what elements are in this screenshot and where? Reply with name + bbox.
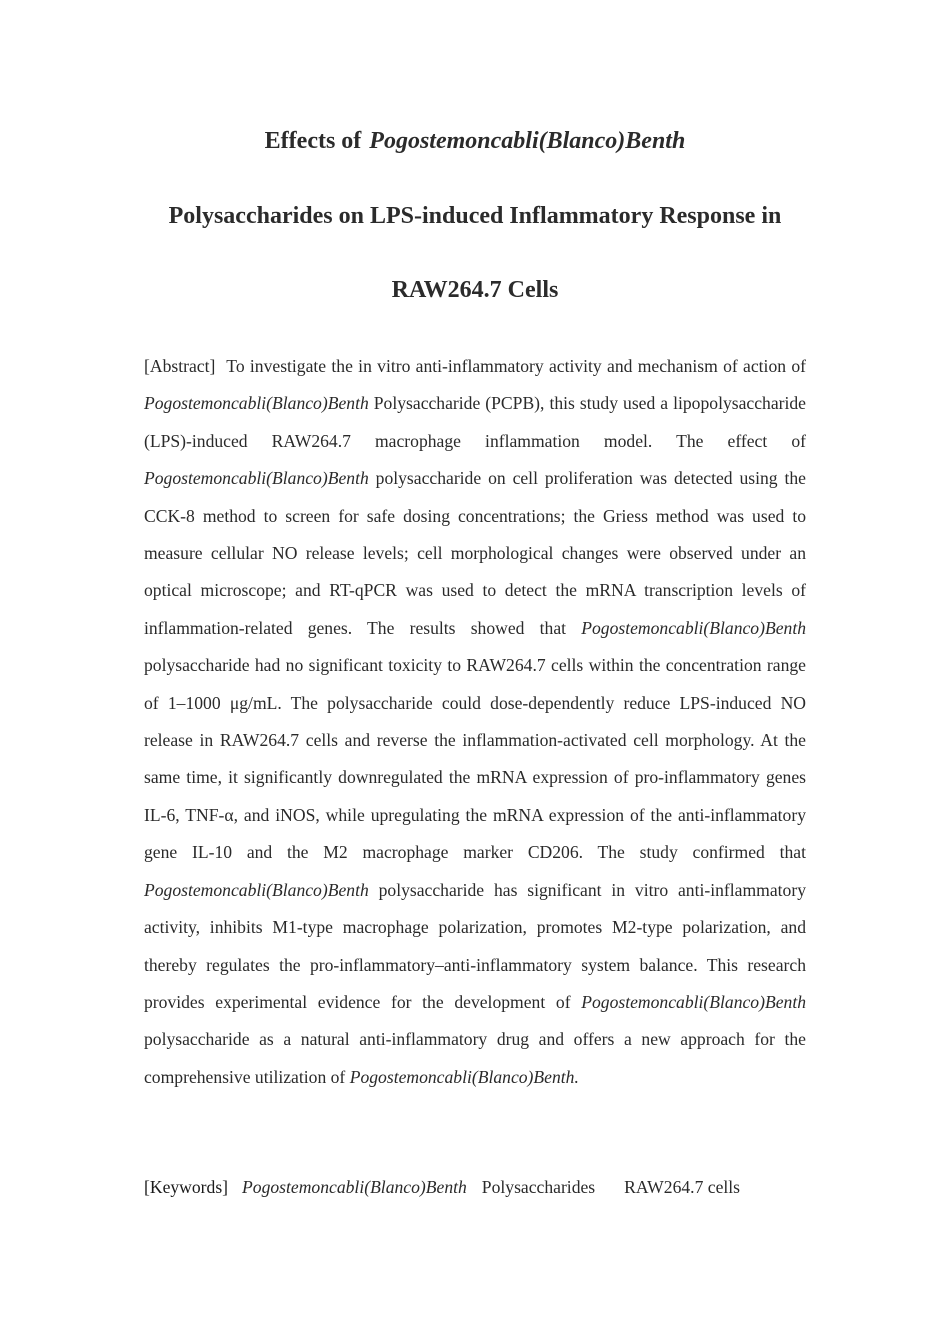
abstract-label: [Abstract] (144, 356, 216, 376)
abstract-species-2: Pogostemoncabli(Blanco)Benth (144, 468, 369, 489)
title-species: Pogostemoncabli(Blanco)Benth (369, 128, 686, 154)
keywords-line (144, 1172, 824, 1202)
abstract-species-4: Pogostemoncabli(Blanco)Benth (144, 879, 369, 900)
keyword-3: RAW264.7 cells (624, 1177, 741, 1197)
title-line-1 (100, 118, 850, 193)
abstract-text-6: polysaccharide as a natural anti-inflammatory drug and offers a new approach for the comprehensive utilization of (144, 1029, 806, 1087)
abstract-paragraph (144, 348, 806, 1096)
title-line-3: RAW264.7 Cells (391, 277, 559, 303)
abstract-text-1: To investigate the in vitro anti-inflammatory activity and mechanism of action of (226, 356, 806, 376)
abstract-text-3: polysaccharide on cell proliferation was detected using the CCK-8 method to screen for safe dosing concentrations; the Griess method was used to measure cellular NO release levels; cell morphological changes were observed under an optical microscope; and RT-qPCR was used to detect the mRNA transcription levels of inflammation-related genes. The results showed that (144, 468, 806, 638)
paper-title (100, 118, 850, 342)
keyword-2: Polysaccharides (481, 1177, 596, 1197)
abstract-species-1: Pogostemoncabli(Blanco)Benth (144, 393, 369, 414)
abstract-text-4: polysaccharide had no significant toxicity to RAW264.7 cells within the concentration range of 1–1000 μg/mL. The polysaccharide could dose-dependently reduce LPS-induced NO release in RAW264.7 cells and reverse the inflammation-activated cell morphology. At the same time, it significantly downregulated the mRNA expression of pro-inflammatory genes IL-6, TNF-α, and iNOS, while upregulating the mRNA expression of the anti-inflammatory gene IL-10 and the M2 macrophage marker CD206. The study confirmed that (144, 655, 806, 863)
title-prefix: Effects of (264, 128, 362, 154)
abstract-species-5: Pogostemoncabli(Blanco)Benth (581, 991, 806, 1012)
abstract-species-3: Pogostemoncabli(Blanco)Benth (581, 617, 806, 638)
keyword-1: Pogostemoncabli(Blanco)Benth (242, 1177, 467, 1197)
keywords-label: [Keywords] (144, 1177, 229, 1197)
abstract-text-5: polysaccharide has significant in vitro anti-inflammatory activity, inhibits M1-type macrophage polarization, promotes M2-type polarization, and thereby regulates the pro-inflammatory–anti-inflammatory system balance. This research provides experimental evidence for the development of (144, 879, 806, 1012)
abstract-species-end: Pogostemoncabli(Blanco)Benth. (349, 1066, 579, 1087)
title-line-2: Polysaccharides on LPS-induced Inflammatory Response in (168, 202, 782, 229)
abstract-text-2: Polysaccharide (PCPB), this study used a lipopolysaccharide (LPS)-induced RAW264.7 macrophage inflammation model. The effect of (144, 393, 806, 451)
